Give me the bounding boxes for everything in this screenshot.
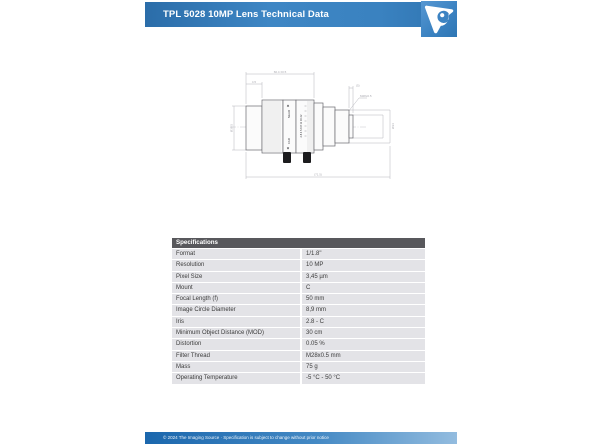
spec-label: Minimum Object Distance (MOD) [172,328,300,338]
table-row [172,294,425,304]
dim-top-length: 66.4 ±0.5 [273,69,287,74]
footer-copyright-text: © 2024 The Imaging Source · Specification is subject to change without prior notice [163,435,329,440]
spec-value: 8,9 mm [302,305,425,315]
lens-technical-drawing [227,56,399,188]
the-imaging-source-logo [421,1,457,37]
thumb-screws [283,152,311,163]
spec-label: Focal Length (f) [172,294,300,304]
dim-top-small: 4.5 [251,79,257,84]
table-row [172,351,425,361]
spec-value: M28x0.5 mm [302,351,425,361]
table-row [172,317,425,327]
table-row [172,362,425,372]
camera-eye-logo-icon [421,1,457,37]
spec-value: 2.8 - C [302,317,425,327]
spec-label: Distortion [172,339,300,349]
spec-label: Resolution [172,260,300,270]
header-bar [145,2,457,27]
specifications-table [172,238,425,385]
dim-front-offset: (5) [356,83,360,88]
spec-value: -5 °C - 50 °C [302,373,425,383]
spec-label: Filter Thread [172,351,300,361]
dim-overall-length: (71.5) [314,172,322,177]
spec-value: 0.05 % [302,339,425,349]
spec-label: Iris [172,317,300,327]
spec-label: Mass [172,362,300,372]
spec-value: C [302,283,425,293]
spec-value: 1/1.8" [302,249,425,259]
table-row [172,249,425,259]
datasheet-page [145,0,457,444]
table-row [172,272,425,282]
table-row [172,260,425,270]
dim-front-thread: M28x0.5 [360,93,372,98]
table-header: Specifications [172,238,425,248]
table-row [172,339,425,349]
dim-front-diameter: Ø34 [391,123,395,129]
table-row [172,305,425,315]
spec-label: Image Circle Diameter [172,305,300,315]
spec-label: Format [172,249,300,259]
spec-value: 3,45 µm [302,272,425,282]
spec-value: 10 MP [302,260,425,270]
spec-value: 75 g [302,362,425,372]
table-row [172,328,425,338]
aperture-scale-text: 2.8 4 5.6 8 11 16 22 [300,114,303,138]
footer-bar [145,432,457,444]
focus-near-label: NEAR [287,109,291,119]
focus-far-label: FAR [287,138,291,144]
spec-label: Mount [172,283,300,293]
spec-label: Operating Temperature [172,373,300,383]
page-title: TPL 5028 10MP Lens Technical Data [163,9,329,20]
spec-value: 50 mm [302,294,425,304]
table-row [172,373,425,383]
spec-value: 30 cm [302,328,425,338]
table-row [172,283,425,293]
spec-label: Pixel Size [172,272,300,282]
dim-rear-diameter: Ø39.5 [229,123,234,133]
